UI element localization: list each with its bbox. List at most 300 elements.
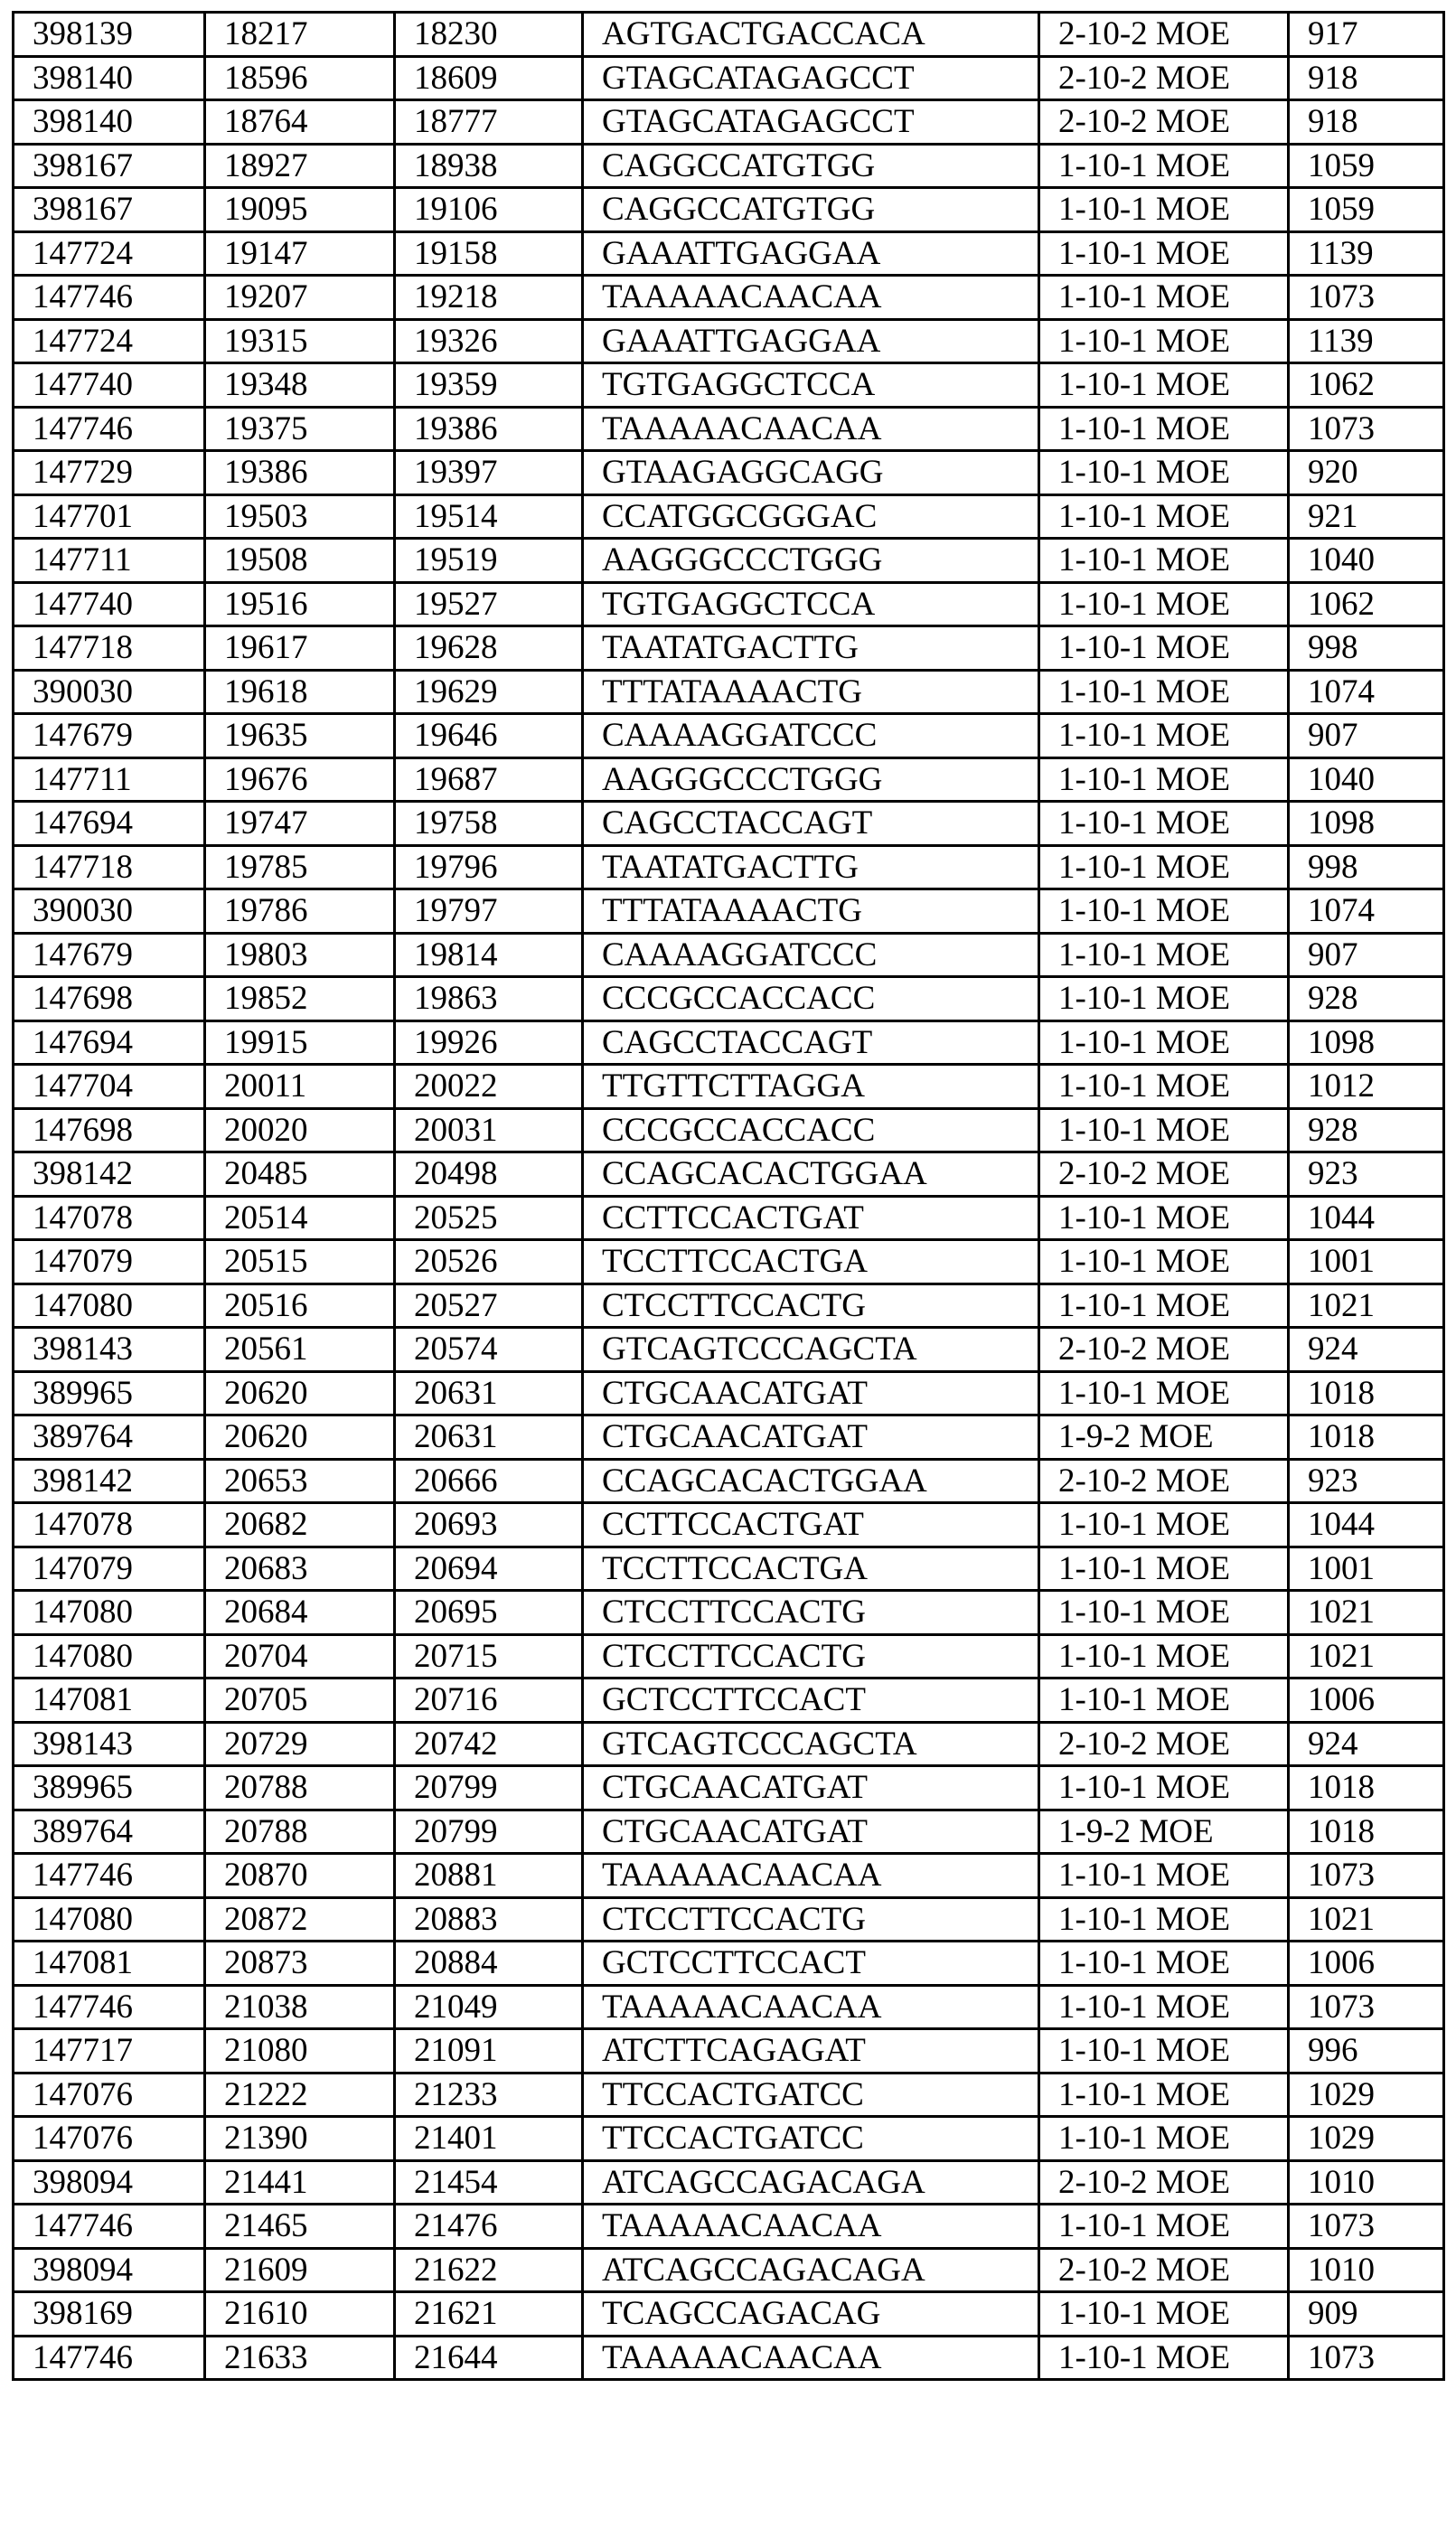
- table-row: [14, 626, 1444, 671]
- target-start-cell: 19207: [205, 276, 395, 320]
- target-start-cell: 21610: [205, 2292, 395, 2337]
- motif-cell: 1-10-1 MOE: [1039, 1240, 1289, 1284]
- sequence-cell: CAGCCTACCAGT: [583, 1020, 1039, 1065]
- isis-number-cell: 147724: [14, 231, 205, 276]
- target-stop-cell: 19628: [395, 626, 583, 671]
- seq-id-cell: 1021: [1289, 1284, 1444, 1328]
- motif-cell: 1-10-1 MOE: [1039, 494, 1289, 539]
- seq-id-cell: 918: [1289, 56, 1444, 100]
- motif-cell: 1-10-1 MOE: [1039, 1679, 1289, 1723]
- table-row: [14, 1065, 1444, 1109]
- seq-id-cell: 998: [1289, 626, 1444, 671]
- target-stop-cell: 20695: [395, 1591, 583, 1635]
- isis-number-cell: 398143: [14, 1722, 205, 1766]
- sequence-cell: TGTGAGGCTCCA: [583, 363, 1039, 408]
- isis-number-cell: 147724: [14, 319, 205, 363]
- sequence-cell: CCAGCACACTGGAA: [583, 1459, 1039, 1503]
- table-row: [14, 1152, 1444, 1197]
- sequence-cell: TAATATGACTTG: [583, 626, 1039, 671]
- motif-cell: 2-10-2 MOE: [1039, 2248, 1289, 2292]
- target-start-cell: 20020: [205, 1108, 395, 1152]
- seq-id-cell: 1018: [1289, 1415, 1444, 1460]
- motif-cell: 1-10-1 MOE: [1039, 276, 1289, 320]
- motif-cell: 2-10-2 MOE: [1039, 2160, 1289, 2205]
- sequence-cell: TTGTTCTTAGGA: [583, 1065, 1039, 1109]
- table-row: [14, 670, 1444, 714]
- motif-cell: 1-10-1 MOE: [1039, 1503, 1289, 1547]
- sequence-cell: CCCGCCACCACC: [583, 1108, 1039, 1152]
- motif-cell: 1-10-1 MOE: [1039, 933, 1289, 977]
- isis-number-cell: 147717: [14, 2029, 205, 2074]
- seq-id-cell: 1098: [1289, 802, 1444, 846]
- target-start-cell: 21465: [205, 2205, 395, 2249]
- table-row: [14, 144, 1444, 188]
- target-start-cell: 19676: [205, 757, 395, 802]
- isis-number-cell: 147078: [14, 1503, 205, 1547]
- seq-id-cell: 1074: [1289, 889, 1444, 934]
- seq-id-cell: 920: [1289, 451, 1444, 495]
- isis-number-cell: 398169: [14, 2292, 205, 2337]
- seq-id-cell: 1059: [1289, 188, 1444, 232]
- target-stop-cell: 20631: [395, 1415, 583, 1460]
- isis-number-cell: 147081: [14, 1679, 205, 1723]
- motif-cell: 1-10-1 MOE: [1039, 1371, 1289, 1415]
- motif-cell: 1-10-1 MOE: [1039, 1591, 1289, 1635]
- motif-cell: 2-10-2 MOE: [1039, 1328, 1289, 1372]
- table-row: [14, 1459, 1444, 1503]
- target-stop-cell: 20631: [395, 1371, 583, 1415]
- isis-number-cell: 147694: [14, 802, 205, 846]
- isis-number-cell: 147718: [14, 626, 205, 671]
- sequence-cell: CCCGCCACCACC: [583, 977, 1039, 1021]
- target-stop-cell: 20498: [395, 1152, 583, 1197]
- target-stop-cell: 19359: [395, 363, 583, 408]
- seq-id-cell: 1062: [1289, 363, 1444, 408]
- table-row: [14, 1547, 1444, 1591]
- sequence-cell: TAAAAACAACAA: [583, 407, 1039, 451]
- target-start-cell: 19147: [205, 231, 395, 276]
- target-stop-cell: 21621: [395, 2292, 583, 2337]
- sequence-cell: GAAATTGAGGAA: [583, 319, 1039, 363]
- target-start-cell: 20873: [205, 1942, 395, 1986]
- target-stop-cell: 20693: [395, 1503, 583, 1547]
- motif-cell: 1-10-1 MOE: [1039, 539, 1289, 583]
- target-start-cell: 20485: [205, 1152, 395, 1197]
- target-stop-cell: 20799: [395, 1766, 583, 1810]
- motif-cell: 1-10-1 MOE: [1039, 889, 1289, 934]
- sequence-cell: TCAGCCAGACAG: [583, 2292, 1039, 2337]
- isis-number-cell: 398140: [14, 56, 205, 100]
- table-row: [14, 1240, 1444, 1284]
- isis-number-cell: 147080: [14, 1591, 205, 1635]
- target-stop-cell: 20742: [395, 1722, 583, 1766]
- motif-cell: 1-10-1 MOE: [1039, 1854, 1289, 1898]
- table-row: [14, 1722, 1444, 1766]
- isis-number-cell: 398167: [14, 188, 205, 232]
- target-start-cell: 20620: [205, 1371, 395, 1415]
- isis-number-cell: 147679: [14, 933, 205, 977]
- target-stop-cell: 19796: [395, 845, 583, 889]
- motif-cell: 1-10-1 MOE: [1039, 757, 1289, 802]
- seq-id-cell: 1098: [1289, 1020, 1444, 1065]
- motif-cell: 2-10-2 MOE: [1039, 1722, 1289, 1766]
- target-start-cell: 18217: [205, 13, 395, 57]
- seq-id-cell: 1006: [1289, 1942, 1444, 1986]
- target-start-cell: 21080: [205, 2029, 395, 2074]
- sequence-cell: TTTATAAAACTG: [583, 670, 1039, 714]
- seq-id-cell: 1073: [1289, 1985, 1444, 2029]
- target-stop-cell: 19646: [395, 714, 583, 758]
- motif-cell: 1-10-1 MOE: [1039, 1065, 1289, 1109]
- sequence-cell: TCCTTCCACTGA: [583, 1547, 1039, 1591]
- seq-id-cell: 1040: [1289, 539, 1444, 583]
- seq-id-cell: 1073: [1289, 2205, 1444, 2249]
- isis-number-cell: 147746: [14, 2205, 205, 2249]
- table-row: [14, 1679, 1444, 1723]
- table-row: [14, 1284, 1444, 1328]
- sequence-cell: AGTGACTGACCACA: [583, 13, 1039, 57]
- target-stop-cell: 19106: [395, 188, 583, 232]
- table-row: [14, 1591, 1444, 1635]
- target-start-cell: 20620: [205, 1415, 395, 1460]
- target-stop-cell: 21454: [395, 2160, 583, 2205]
- table-row: [14, 977, 1444, 1021]
- target-start-cell: 19786: [205, 889, 395, 934]
- sequence-cell: GCTCCTTCCACT: [583, 1679, 1039, 1723]
- table-row: [14, 2205, 1444, 2249]
- sequence-cell: CAGGCCATGTGG: [583, 188, 1039, 232]
- table-row: [14, 714, 1444, 758]
- sequence-cell: CTGCAACATGAT: [583, 1766, 1039, 1810]
- seq-id-cell: 996: [1289, 2029, 1444, 2074]
- target-stop-cell: 21049: [395, 1985, 583, 2029]
- isis-number-cell: 389764: [14, 1810, 205, 1854]
- isis-number-cell: 389965: [14, 1371, 205, 1415]
- table-row: [14, 1985, 1444, 2029]
- target-start-cell: 20682: [205, 1503, 395, 1547]
- motif-cell: 1-10-1 MOE: [1039, 451, 1289, 495]
- isis-number-cell: 389764: [14, 1415, 205, 1460]
- seq-id-cell: 1021: [1289, 1591, 1444, 1635]
- sequence-cell: CAAAAGGATCCC: [583, 933, 1039, 977]
- table-row: [14, 1854, 1444, 1898]
- seq-id-cell: 907: [1289, 933, 1444, 977]
- motif-cell: 1-10-1 MOE: [1039, 670, 1289, 714]
- isis-number-cell: 398143: [14, 1328, 205, 1372]
- isis-number-cell: 398142: [14, 1152, 205, 1197]
- target-start-cell: 20870: [205, 1854, 395, 1898]
- target-stop-cell: 19814: [395, 933, 583, 977]
- motif-cell: 1-10-1 MOE: [1039, 1766, 1289, 1810]
- target-stop-cell: 19687: [395, 757, 583, 802]
- sequence-cell: CTCCTTCCACTG: [583, 1284, 1039, 1328]
- target-stop-cell: 19218: [395, 276, 583, 320]
- isis-number-cell: 147746: [14, 2336, 205, 2380]
- isis-number-cell: 147704: [14, 1065, 205, 1109]
- target-stop-cell: 18938: [395, 144, 583, 188]
- seq-id-cell: 1029: [1289, 2073, 1444, 2117]
- seq-id-cell: 917: [1289, 13, 1444, 57]
- seq-id-cell: 1021: [1289, 1634, 1444, 1679]
- isis-number-cell: 147679: [14, 714, 205, 758]
- seq-id-cell: 1040: [1289, 757, 1444, 802]
- target-stop-cell: 20031: [395, 1108, 583, 1152]
- target-start-cell: 19516: [205, 582, 395, 626]
- isis-number-cell: 147080: [14, 1284, 205, 1328]
- motif-cell: 1-10-1 MOE: [1039, 2117, 1289, 2161]
- seq-id-cell: 923: [1289, 1152, 1444, 1197]
- isis-number-cell: 147080: [14, 1634, 205, 1679]
- sequence-cell: GTAGCATAGAGCCT: [583, 56, 1039, 100]
- isis-number-cell: 147746: [14, 276, 205, 320]
- sequence-cell: TTCCACTGATCC: [583, 2073, 1039, 2117]
- seq-id-cell: 928: [1289, 1108, 1444, 1152]
- sequence-cell: TAAAAACAACAA: [583, 276, 1039, 320]
- sequence-cell: GTCAGTCCCAGCTA: [583, 1722, 1039, 1766]
- seq-id-cell: 907: [1289, 714, 1444, 758]
- isis-number-cell: 390030: [14, 889, 205, 934]
- motif-cell: 2-10-2 MOE: [1039, 1459, 1289, 1503]
- target-start-cell: 20683: [205, 1547, 395, 1591]
- isis-number-cell: 147711: [14, 757, 205, 802]
- table-row: [14, 1108, 1444, 1152]
- table-row: [14, 1415, 1444, 1460]
- seq-id-cell: 921: [1289, 494, 1444, 539]
- motif-cell: 1-10-1 MOE: [1039, 582, 1289, 626]
- target-stop-cell: 20881: [395, 1854, 583, 1898]
- target-start-cell: 19618: [205, 670, 395, 714]
- target-start-cell: 20653: [205, 1459, 395, 1503]
- target-stop-cell: 21644: [395, 2336, 583, 2380]
- target-stop-cell: 19758: [395, 802, 583, 846]
- isis-number-cell: 147698: [14, 977, 205, 1021]
- target-stop-cell: 19386: [395, 407, 583, 451]
- target-stop-cell: 19527: [395, 582, 583, 626]
- target-stop-cell: 19514: [395, 494, 583, 539]
- target-stop-cell: 20525: [395, 1196, 583, 1240]
- target-stop-cell: 19158: [395, 231, 583, 276]
- table-row: [14, 539, 1444, 583]
- seq-id-cell: 1044: [1289, 1196, 1444, 1240]
- motif-cell: 1-10-1 MOE: [1039, 1284, 1289, 1328]
- target-start-cell: 20788: [205, 1810, 395, 1854]
- isis-number-cell: 398094: [14, 2248, 205, 2292]
- target-start-cell: 21441: [205, 2160, 395, 2205]
- table-row: [14, 1810, 1444, 1854]
- sequence-cell: CTCCTTCCACTG: [583, 1591, 1039, 1635]
- seq-id-cell: 1073: [1289, 276, 1444, 320]
- target-stop-cell: 20666: [395, 1459, 583, 1503]
- target-start-cell: 20011: [205, 1065, 395, 1109]
- target-start-cell: 19503: [205, 494, 395, 539]
- table-row: [14, 2073, 1444, 2117]
- seq-id-cell: 1010: [1289, 2160, 1444, 2205]
- isis-number-cell: 147740: [14, 363, 205, 408]
- motif-cell: 2-10-2 MOE: [1039, 56, 1289, 100]
- isis-number-cell: 398140: [14, 100, 205, 145]
- target-stop-cell: 20883: [395, 1897, 583, 1942]
- target-start-cell: 20704: [205, 1634, 395, 1679]
- motif-cell: 1-10-1 MOE: [1039, 2336, 1289, 2380]
- target-start-cell: 21222: [205, 2073, 395, 2117]
- sequence-cell: TAATATGACTTG: [583, 845, 1039, 889]
- target-start-cell: 20514: [205, 1196, 395, 1240]
- isis-number-cell: 147746: [14, 1985, 205, 2029]
- target-stop-cell: 18777: [395, 100, 583, 145]
- target-stop-cell: 18609: [395, 56, 583, 100]
- table-row: [14, 276, 1444, 320]
- isis-number-cell: 147698: [14, 1108, 205, 1152]
- target-stop-cell: 21622: [395, 2248, 583, 2292]
- table-row: [14, 319, 1444, 363]
- target-start-cell: 18596: [205, 56, 395, 100]
- table-row: [14, 1196, 1444, 1240]
- motif-cell: 1-10-1 MOE: [1039, 714, 1289, 758]
- table-row: [14, 2336, 1444, 2380]
- motif-cell: 1-10-1 MOE: [1039, 231, 1289, 276]
- seq-id-cell: 1001: [1289, 1547, 1444, 1591]
- target-start-cell: 20872: [205, 1897, 395, 1942]
- isis-number-cell: 147711: [14, 539, 205, 583]
- sequence-cell: CTGCAACATGAT: [583, 1371, 1039, 1415]
- target-start-cell: 19315: [205, 319, 395, 363]
- sequence-cell: CAAAAGGATCCC: [583, 714, 1039, 758]
- target-start-cell: 20705: [205, 1679, 395, 1723]
- isis-number-cell: 147718: [14, 845, 205, 889]
- sequence-cell: TCCTTCCACTGA: [583, 1240, 1039, 1284]
- motif-cell: 1-10-1 MOE: [1039, 407, 1289, 451]
- target-start-cell: 19375: [205, 407, 395, 451]
- target-start-cell: 19915: [205, 1020, 395, 1065]
- target-start-cell: 19747: [205, 802, 395, 846]
- seq-id-cell: 923: [1289, 1459, 1444, 1503]
- target-stop-cell: 21476: [395, 2205, 583, 2249]
- motif-cell: 1-10-1 MOE: [1039, 2073, 1289, 2117]
- seq-id-cell: 1139: [1289, 231, 1444, 276]
- target-start-cell: 19852: [205, 977, 395, 1021]
- isis-number-cell: 147746: [14, 407, 205, 451]
- table-row: [14, 1766, 1444, 1810]
- target-start-cell: 19095: [205, 188, 395, 232]
- motif-cell: 1-9-2 MOE: [1039, 1810, 1289, 1854]
- sequence-cell: TAAAAACAACAA: [583, 2205, 1039, 2249]
- target-stop-cell: 20022: [395, 1065, 583, 1109]
- target-stop-cell: 20884: [395, 1942, 583, 1986]
- target-start-cell: 20788: [205, 1766, 395, 1810]
- motif-cell: 1-10-1 MOE: [1039, 2205, 1289, 2249]
- target-stop-cell: 19797: [395, 889, 583, 934]
- motif-cell: 1-10-1 MOE: [1039, 144, 1289, 188]
- seq-id-cell: 1059: [1289, 144, 1444, 188]
- target-stop-cell: 21233: [395, 2073, 583, 2117]
- isis-number-cell: 398167: [14, 144, 205, 188]
- table-row: [14, 2160, 1444, 2205]
- table-row: [14, 2029, 1444, 2074]
- target-start-cell: 19803: [205, 933, 395, 977]
- isis-number-cell: 147694: [14, 1020, 205, 1065]
- isis-number-cell: 398139: [14, 13, 205, 57]
- seq-id-cell: 909: [1289, 2292, 1444, 2337]
- table-row: [14, 2248, 1444, 2292]
- table-row: [14, 845, 1444, 889]
- motif-cell: 1-10-1 MOE: [1039, 188, 1289, 232]
- motif-cell: 1-10-1 MOE: [1039, 363, 1289, 408]
- target-stop-cell: 20574: [395, 1328, 583, 1372]
- target-stop-cell: 20799: [395, 1810, 583, 1854]
- target-start-cell: 19785: [205, 845, 395, 889]
- target-start-cell: 21390: [205, 2117, 395, 2161]
- sequence-cell: CCATGGCGGGAC: [583, 494, 1039, 539]
- motif-cell: 1-9-2 MOE: [1039, 1415, 1289, 1460]
- table-row: [14, 188, 1444, 232]
- table-row: [14, 1503, 1444, 1547]
- seq-id-cell: 1010: [1289, 2248, 1444, 2292]
- sequence-cell: TTCCACTGATCC: [583, 2117, 1039, 2161]
- target-stop-cell: 19926: [395, 1020, 583, 1065]
- sequence-cell: TAAAAACAACAA: [583, 2336, 1039, 2380]
- table-row: [14, 2117, 1444, 2161]
- motif-cell: 1-10-1 MOE: [1039, 626, 1289, 671]
- motif-cell: 1-10-1 MOE: [1039, 977, 1289, 1021]
- isis-number-cell: 147076: [14, 2073, 205, 2117]
- isis-number-cell: 147081: [14, 1942, 205, 1986]
- table-row: [14, 889, 1444, 934]
- sequence-cell: ATCTTCAGAGAT: [583, 2029, 1039, 2074]
- table-row: [14, 802, 1444, 846]
- motif-cell: 2-10-2 MOE: [1039, 13, 1289, 57]
- target-start-cell: 19348: [205, 363, 395, 408]
- table-row: [14, 451, 1444, 495]
- motif-cell: 1-10-1 MOE: [1039, 802, 1289, 846]
- table-row: [14, 231, 1444, 276]
- seq-id-cell: 1012: [1289, 1065, 1444, 1109]
- target-stop-cell: 19863: [395, 977, 583, 1021]
- isis-number-cell: 390030: [14, 670, 205, 714]
- seq-id-cell: 1139: [1289, 319, 1444, 363]
- motif-cell: 1-10-1 MOE: [1039, 1897, 1289, 1942]
- seq-id-cell: 1062: [1289, 582, 1444, 626]
- target-start-cell: 21633: [205, 2336, 395, 2380]
- table-row: [14, 56, 1444, 100]
- table-row: [14, 757, 1444, 802]
- sequence-cell: CAGGCCATGTGG: [583, 144, 1039, 188]
- table-row: [14, 1634, 1444, 1679]
- isis-number-cell: 147080: [14, 1897, 205, 1942]
- sequence-cell: CTCCTTCCACTG: [583, 1634, 1039, 1679]
- target-stop-cell: 19326: [395, 319, 583, 363]
- table-row: [14, 363, 1444, 408]
- table-row: [14, 407, 1444, 451]
- table-row: [14, 933, 1444, 977]
- isis-number-cell: 147078: [14, 1196, 205, 1240]
- sequence-cell: AAGGGCCCTGGG: [583, 757, 1039, 802]
- target-start-cell: 18927: [205, 144, 395, 188]
- seq-id-cell: 1021: [1289, 1897, 1444, 1942]
- table-row: [14, 582, 1444, 626]
- motif-cell: 1-10-1 MOE: [1039, 1942, 1289, 1986]
- seq-id-cell: 1074: [1289, 670, 1444, 714]
- target-start-cell: 20515: [205, 1240, 395, 1284]
- seq-id-cell: 924: [1289, 1722, 1444, 1766]
- target-stop-cell: 20527: [395, 1284, 583, 1328]
- isis-number-cell: 147746: [14, 1854, 205, 1898]
- sequence-cell: CCAGCACACTGGAA: [583, 1152, 1039, 1197]
- target-stop-cell: 18230: [395, 13, 583, 57]
- seq-id-cell: 998: [1289, 845, 1444, 889]
- target-start-cell: 19635: [205, 714, 395, 758]
- sequence-cell: TAAAAACAACAA: [583, 1854, 1039, 1898]
- sequence-cell: CAGCCTACCAGT: [583, 802, 1039, 846]
